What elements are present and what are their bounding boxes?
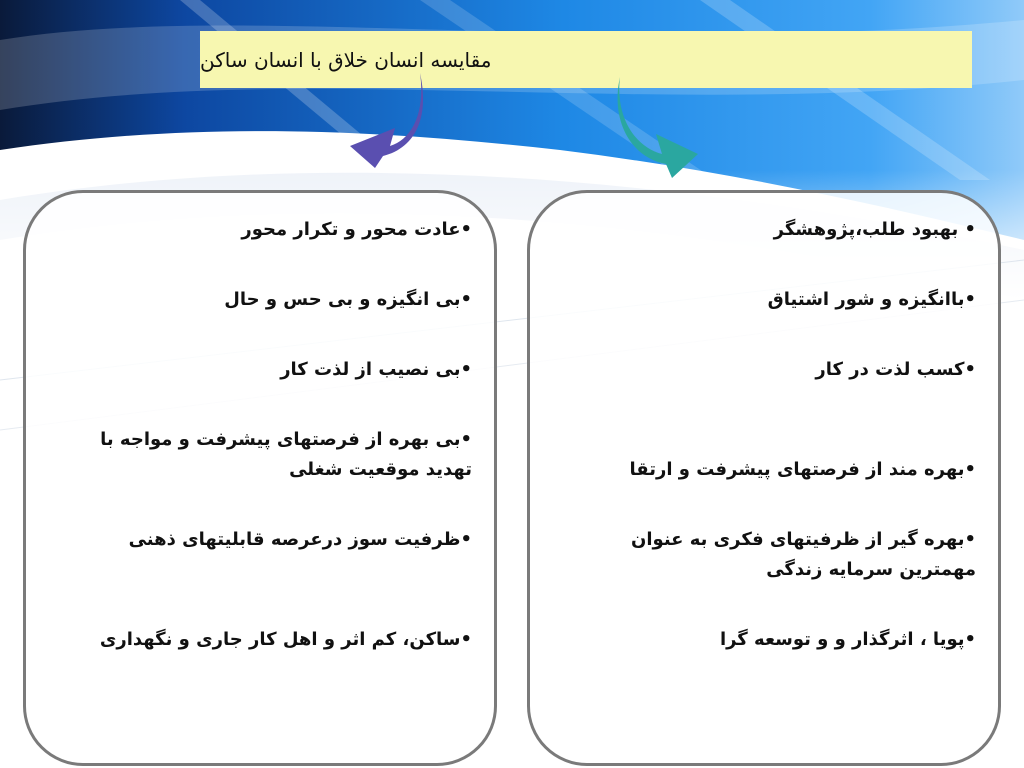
curved-arrow-left-icon	[345, 68, 435, 173]
stagnant-person-panel	[23, 190, 497, 766]
slide-title: مقایسه انسان خلاق با انسان ساکن	[200, 47, 492, 72]
list-item: •ظرفیت سوز درعرصه قابلیتهای ذهنی	[128, 529, 472, 550]
list-item: •بی بهره از فرصتهای پیشرفت و مواجه با تهدید موقعیت شغلی	[100, 429, 472, 480]
list-item: •بهره مند از فرصتهای پیشرفت و ارتقا	[629, 459, 976, 480]
list-item: •بهره گیر از ظرفیتهای فکری به عنوان مهمترین سرمایه زندگی	[631, 529, 976, 580]
list-item: •بی نصیب از لذت کار	[280, 359, 472, 380]
list-item: •بی انگیزه و بی حس و حال	[224, 289, 472, 310]
creative-person-panel	[527, 190, 1001, 766]
list-item: •ساکن، کم اثر و اهل کار جاری و نگهداری	[99, 629, 472, 650]
list-item: •باانگیزه و شور اشتیاق	[767, 289, 976, 310]
list-item: •پویا ، اثرگذار و و توسعه گرا	[719, 629, 976, 650]
list-item: •عادت محور و تکرار محور	[241, 219, 472, 240]
list-item: •کسب لذت در کار	[815, 359, 976, 380]
list-item: • بهبود طلب،پژوهشگر	[773, 219, 976, 240]
curved-arrow-right-icon	[610, 72, 705, 182]
title-bar	[200, 31, 972, 88]
